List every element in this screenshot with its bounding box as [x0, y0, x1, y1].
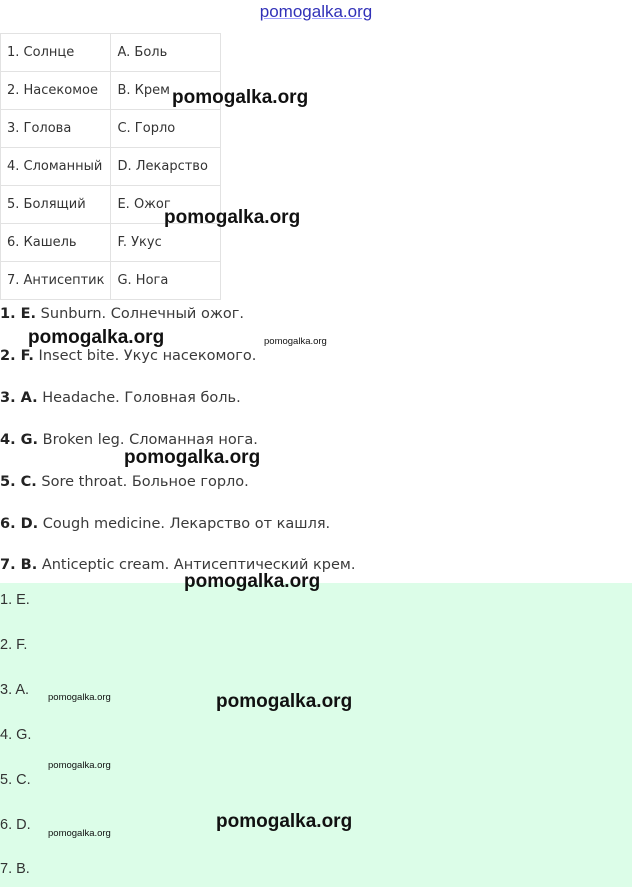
watermark: pomogalka.org: [124, 447, 261, 468]
answer-key-item: 7. B.: [0, 861, 30, 877]
table-row: [1, 34, 221, 72]
table-cell-right: F. Укус: [111, 224, 221, 262]
answer-key-item: 4. G.: [0, 727, 32, 743]
table-cell-left: 6. Кашель: [1, 224, 111, 262]
table-row: [1, 224, 221, 262]
watermark: pomogalka.org: [184, 571, 321, 592]
table-cell-left: 3. Голова: [1, 110, 111, 148]
answer-number: 2. F.: [0, 348, 34, 364]
answer-key-panel: [0, 583, 632, 887]
watermark: pomogalka.org: [28, 327, 165, 348]
answer-key-item: 5. C.: [0, 772, 31, 788]
watermark: pomogalka.org: [216, 811, 353, 832]
answer-text: Cough medicine. Лекарство от кашля.: [38, 516, 331, 532]
watermark: pomogalka.org: [48, 692, 111, 703]
table-cell-right: E. Ожог: [111, 186, 221, 224]
answer-number: 6. D.: [0, 516, 39, 532]
site-link[interactable]: pomogalka.org: [259, 2, 373, 21]
answer-text: Broken leg. Сломанная нога.: [38, 432, 258, 448]
answer-item: [0, 432, 258, 448]
answer-number: 3. A.: [0, 390, 38, 406]
watermark: pomogalka.org: [264, 336, 327, 347]
table-cell-right: C. Горло: [111, 110, 221, 148]
answer-text: Sore throat. Больное горло.: [36, 474, 249, 490]
table-cell-left: 2. Насекомое: [1, 72, 111, 110]
answer-key-item: 3. A.: [0, 682, 30, 698]
answer-item: [0, 348, 256, 364]
table-cell-left: 4. Сломанный: [1, 148, 111, 186]
answer-text: Insect bite. Укус насекомого.: [33, 348, 257, 364]
watermark: pomogalka.org: [164, 207, 301, 228]
table-row: [1, 148, 221, 186]
answer-number: 4. G.: [0, 432, 39, 448]
table-cell-left: 7. Антисептик: [1, 262, 111, 300]
table-row: [1, 110, 221, 148]
table-row: [1, 262, 221, 300]
watermark: pomogalka.org: [48, 828, 111, 839]
answer-number: 1. E.: [0, 306, 37, 322]
answer-item: [0, 474, 249, 490]
answer-item: [0, 390, 241, 406]
watermark: pomogalka.org: [216, 691, 353, 712]
answer-number: 7. B.: [0, 557, 38, 573]
table-cell-right: D. Лекарство: [111, 148, 221, 186]
table-cell-right: A. Боль: [111, 34, 221, 72]
matching-table: [0, 33, 221, 300]
answer-item: [0, 516, 330, 532]
table-cell-left: 1. Солнце: [1, 34, 111, 72]
answer-key-item: 2. F.: [0, 637, 28, 653]
table-cell-right: G. Нога: [111, 262, 221, 300]
answer-number: 5. C.: [0, 474, 37, 490]
answer-text: Headache. Головная боль.: [37, 390, 241, 406]
answer-key-item: 6. D.: [0, 817, 31, 833]
table-cell-right: B. Крем: [111, 72, 221, 110]
watermark: pomogalka.org: [172, 87, 309, 108]
answer-key-item: 1. E.: [0, 592, 30, 608]
table-cell-left: 5. Болящий: [1, 186, 111, 224]
watermark: pomogalka.org: [48, 760, 111, 771]
answer-text: Sunburn. Солнечный ожог.: [36, 306, 244, 322]
answer-item: [0, 306, 244, 322]
answer-text: Anticeptic cream. Антисептический крем.: [37, 557, 356, 573]
